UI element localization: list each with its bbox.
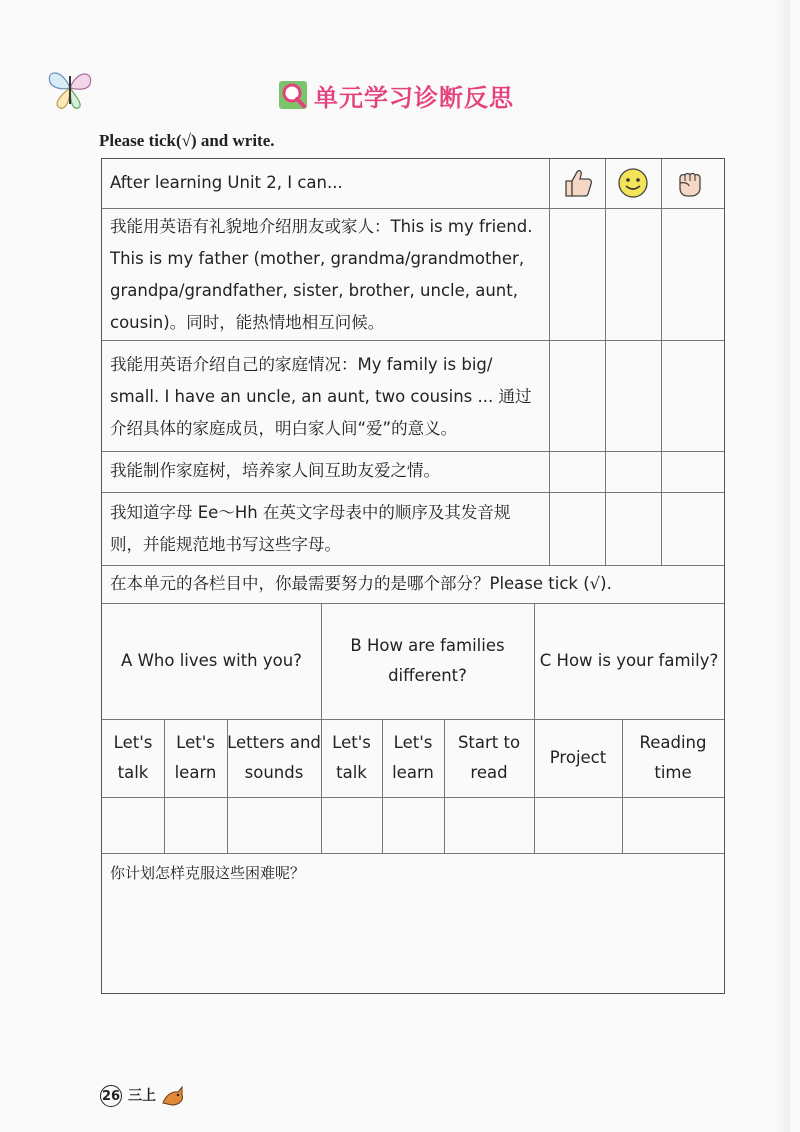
head-label: After learning Unit 2, I can... bbox=[110, 173, 343, 192]
ability-row-1 bbox=[110, 211, 550, 339]
effort-question: 在本单元的各栏目中，你最需要努力的是哪个部分？Please tick (√). bbox=[110, 574, 612, 593]
butterfly-icon bbox=[42, 60, 98, 116]
part-b-lets-learn[interactable]: Let's learn bbox=[392, 733, 434, 782]
row-line bbox=[102, 565, 724, 566]
part-c-project[interactable]: Project bbox=[549, 748, 607, 767]
smiley-face-icon bbox=[616, 166, 650, 200]
part-c-reading-time[interactable]: Reading time bbox=[639, 733, 707, 782]
page-number: 26 bbox=[100, 1085, 122, 1107]
row-line-text: 我能制作家庭树，培养家人间互助友爱之情。 bbox=[110, 461, 440, 480]
grade-label: 三上 bbox=[128, 1088, 156, 1104]
section-b[interactable]: B How are families different? bbox=[350, 636, 505, 685]
row-line-text: cousin)。同时，能热情地相互问候。 bbox=[110, 313, 385, 332]
thumbs-up-icon bbox=[560, 166, 594, 200]
magnifier-icon bbox=[278, 80, 308, 110]
row-line-text: small. I have an uncle, an aunt, two cousins ... 通过 bbox=[110, 387, 532, 406]
rating-divider-3 bbox=[661, 159, 662, 565]
part-a-letters-and-sounds[interactable]: Letters and sounds bbox=[227, 733, 321, 782]
part-b-start-to-read[interactable]: Start to read bbox=[457, 733, 521, 782]
part-a-lets-talk[interactable]: Let's talk bbox=[113, 733, 153, 782]
page-title: 单元学习诊断反思 bbox=[314, 83, 514, 112]
row-line-text: 我能用英语有礼貌地介绍朋友或家人：This is my friend. bbox=[110, 217, 533, 236]
row-line-text: 我知道字母 Ee～Hh 在英文字母表中的顺序及其发音规 bbox=[110, 503, 511, 522]
part-b-lets-talk[interactable]: Let's talk bbox=[332, 733, 371, 782]
row-line-text: 则，并能规范地书写这些字母。 bbox=[110, 535, 341, 554]
part-a-lets-learn[interactable]: Let's learn bbox=[174, 733, 217, 782]
rating-divider-2 bbox=[605, 159, 606, 565]
row-line bbox=[102, 451, 724, 452]
row-line bbox=[102, 797, 724, 798]
row-line bbox=[102, 492, 724, 493]
page-edge bbox=[772, 0, 790, 1132]
row-line-text: 我能用英语介绍自己的家庭情况：My family is big/ bbox=[110, 355, 493, 374]
plan-question: 你计划怎样克服这些困难呢？ bbox=[110, 864, 306, 882]
row-line-text: 介绍具体的家庭成员，明白家人间“爱”的意义。 bbox=[110, 419, 458, 438]
title-block bbox=[278, 78, 514, 112]
section-c[interactable]: C How is your family? bbox=[539, 651, 719, 670]
fox-icon bbox=[160, 1083, 186, 1109]
row-line-text: This is my father (mother, grandma/grandmother, bbox=[110, 249, 525, 268]
ability-row-3 bbox=[110, 455, 550, 487]
instruction-text: Please tick(√) and write. bbox=[99, 131, 275, 150]
fist-icon bbox=[673, 166, 707, 200]
ability-row-4 bbox=[110, 497, 550, 561]
row-line-text: grandpa/grandfather, sister, brother, uncle, aunt, bbox=[110, 281, 518, 300]
diagnosis-table bbox=[101, 158, 725, 994]
ability-row-2 bbox=[110, 349, 550, 445]
row-line bbox=[102, 853, 724, 854]
section-a[interactable]: A Who lives with you? bbox=[121, 651, 302, 670]
row-line bbox=[102, 340, 724, 341]
row-line bbox=[102, 208, 724, 209]
